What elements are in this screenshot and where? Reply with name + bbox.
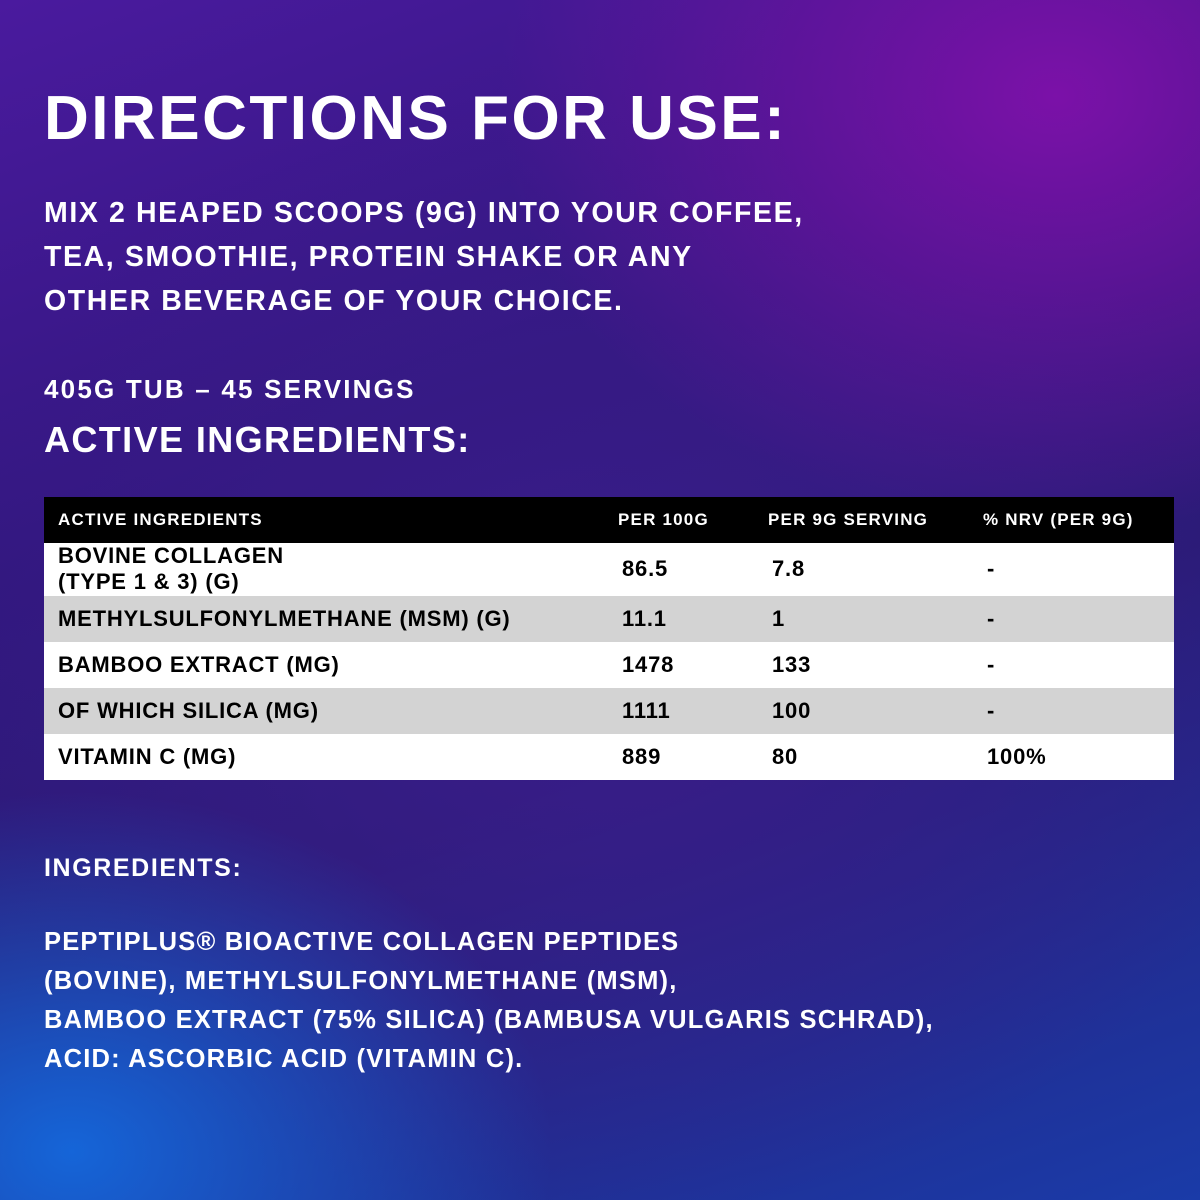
directions-line-3: OTHER BEVERAGE OF YOUR CHOICE. <box>44 285 624 318</box>
column-header-nrv: % NRV (PER 9G) <box>983 497 1174 543</box>
cell-per-100g: 1111 <box>618 688 768 734</box>
table-body <box>44 543 1174 781</box>
directions-text <box>44 191 1156 324</box>
ingredients-list-text <box>44 923 1156 1078</box>
cell-per-serving: 100 <box>768 688 983 734</box>
table-header <box>44 497 1174 543</box>
ingredient-name-line-2: (TYPE 1 & 3) (G) <box>58 569 240 595</box>
ingredients-heading: INGREDIENTS: <box>44 854 243 883</box>
table-row <box>44 596 1174 642</box>
cell-ingredient-name: VITAMIN C (MG) <box>58 743 237 769</box>
nutrition-table <box>44 497 1174 781</box>
cell-nrv: - <box>983 596 1174 642</box>
cell-per-100g: 1478 <box>622 652 675 678</box>
ingredients-line-2: (BOVINE), METHYLSULFONYLMETHANE (MSM), <box>44 967 678 996</box>
cell-ingredient-name <box>44 543 618 597</box>
cell-per-100g: 889 <box>622 744 662 770</box>
page-title: DIRECTIONS FOR USE: <box>44 84 788 153</box>
column-header-name: ACTIVE INGREDIENTS <box>44 497 618 543</box>
cell-per-serving: 80 <box>772 744 799 770</box>
table-row <box>44 688 1174 734</box>
cell-per-100g: 11.1 <box>618 596 768 642</box>
column-header-per-serving: PER 9G SERVING <box>768 497 983 543</box>
directions-line-2: TEA, SMOOTHIE, PROTEIN SHAKE OR ANY <box>44 241 693 274</box>
ingredient-name-line-1: BOVINE COLLAGEN <box>58 542 284 568</box>
directions-line-1: MIX 2 HEAPED SCOOPS (9G) INTO YOUR COFFEE, <box>44 197 804 230</box>
table-row <box>44 642 1174 688</box>
cell-nrv: 100% <box>987 744 1047 770</box>
ingredients-line-1: PEPTIPLUS® BIOACTIVE COLLAGEN PEPTIDES <box>44 928 680 957</box>
table-row <box>44 734 1174 780</box>
cell-nrv: - <box>983 688 1174 734</box>
column-header-per-100g: PER 100G <box>618 497 768 543</box>
cell-per-serving: 7.8 <box>772 556 805 582</box>
ingredients-line-3: BAMBOO EXTRACT (75% SILICA) (BAMBUSA VULGARIS SCHRAD), <box>44 1005 934 1034</box>
cell-nrv: - <box>987 556 996 582</box>
table-row <box>44 543 1174 597</box>
tub-servings-text: 405G TUB – 45 SERVINGS <box>44 373 416 404</box>
cell-ingredient-name: METHYLSULFONYLMETHANE (MSM) (G) <box>44 596 618 642</box>
ingredients-line-4: ACID: ASCORBIC ACID (VITAMIN C). <box>44 1044 524 1073</box>
cell-ingredient-name: BAMBOO EXTRACT (MG) <box>58 651 340 677</box>
cell-nrv: - <box>987 652 996 678</box>
cell-per-100g: 86.5 <box>622 556 669 582</box>
active-ingredients-heading: ACTIVE INGREDIENTS: <box>44 418 471 460</box>
table-header-row <box>44 497 1174 543</box>
cell-ingredient-name: OF WHICH SILICA (MG) <box>44 688 618 734</box>
cell-per-serving: 1 <box>768 596 983 642</box>
cell-per-serving: 133 <box>772 652 812 678</box>
